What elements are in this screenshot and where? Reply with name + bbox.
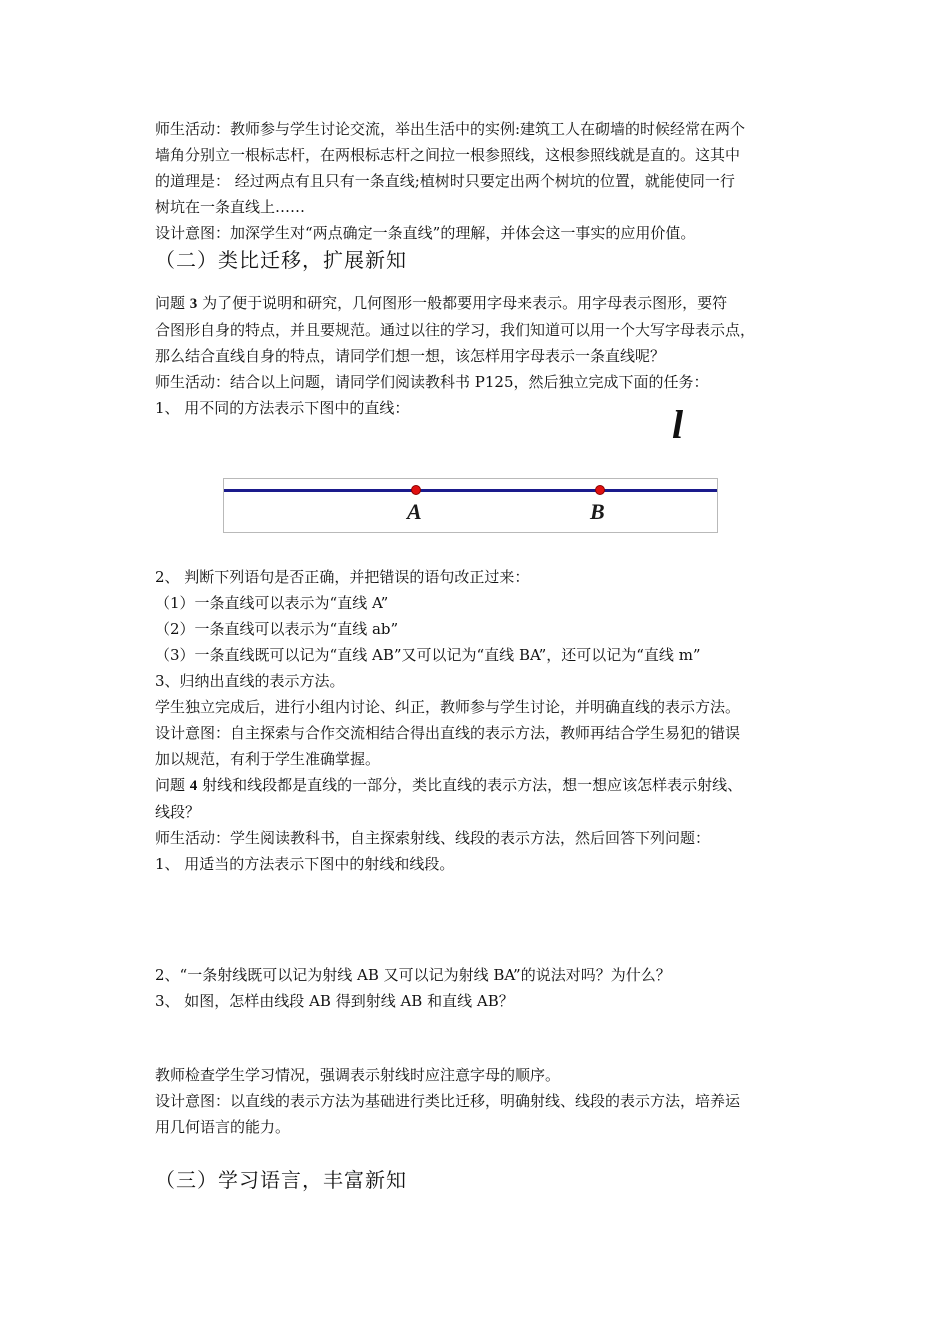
ray-questions-paragraph <box>155 962 810 1014</box>
paragraph-line: 树坑在一条直线上…… <box>155 198 306 216</box>
statement-3: （3）一条直线既可以记为“直线 AB”又可以记为“直线 BA”，还可以记为“直线 m” <box>155 646 701 664</box>
teacher-student-activity-paragraph <box>155 116 810 246</box>
paragraph-line: 线段？ <box>155 803 201 821</box>
teacher-check-line: 教师检查学生学习情况，强调表示射线时应注意字母的顺序。 <box>155 1066 561 1084</box>
problem-4-line <box>155 772 810 799</box>
straight-line <box>224 489 717 492</box>
design-intent-line: 用几何语言的能力。 <box>155 1118 291 1136</box>
point-a-dot <box>411 485 421 495</box>
line-exercises-paragraph <box>155 564 810 877</box>
design-intent-line: 加以规范，有利于学生准确掌握。 <box>155 750 381 768</box>
problem-number: 4 <box>189 778 198 794</box>
point-b-dot <box>595 485 605 495</box>
activity-line: 师生活动：结合以上问题，请同学们阅读教科书 P125，然后独立完成下面的任务： <box>155 373 709 391</box>
paragraph-line: 师生活动：教师参与学生讨论交流，举出生活中的实例:建筑工人在砌墙的时候经常在两个 <box>155 120 746 138</box>
paragraph-line: 合图形自身的特点，并且要规范。通过以往的学习，我们知道可以用一个大写字母表示点， <box>155 321 756 339</box>
line-figure <box>223 478 718 533</box>
design-intent-line: 设计意图：以直线的表示方法为基础进行类比迁移，明确射线、线段的表示方法，培养运 <box>155 1092 741 1110</box>
problem-label: 问题 <box>155 294 186 312</box>
paragraph-line: 那么结合直线自身的特点，请同学们想一想，该怎样用字母表示一条直线呢？ <box>155 347 666 365</box>
discussion-line: 学生独立完成后，进行小组内讨论、纠正，教师参与学生讨论，并明确直线的表示方法。 <box>155 698 741 716</box>
task-3-line: 3、归纳出直线的表示方法。 <box>155 672 345 690</box>
problem-3-line <box>155 290 810 317</box>
paragraph-line: 墙角分别立一根标志杆，在两根标志杆之间拉一根参照线，这根参照线就是直的。这其中 <box>155 146 741 164</box>
task-1-line: 1、 用不同的方法表示下图中的直线： <box>155 399 410 417</box>
point-b-label: B <box>590 499 605 524</box>
activity-line: 师生活动：学生阅读教科书，自主探索射线、线段的表示方法，然后回答下列问题： <box>155 829 711 847</box>
point-a-label: A <box>407 499 422 524</box>
problem-text: 射线和线段都是直线的一部分，类比直线的表示方法，想一想应该怎样表示射线、 <box>197 776 743 794</box>
teacher-check-paragraph <box>155 1062 810 1140</box>
problem-text: 为了便于说明和研究，几何图形一般都要用字母来表示。用字母表示图形，要符 <box>197 294 728 312</box>
ray-task-1-line: 1、 用适当的方法表示下图中的射线和线段。 <box>155 855 455 873</box>
line-label-l: l <box>672 402 684 447</box>
design-intent-line: 设计意图：自主探索与合作交流相结合得出直线的表示方法，教师再结合学生易犯的错误 <box>155 724 741 742</box>
statement-2: （2）一条直线可以表示为“直线 ab” <box>155 620 399 638</box>
design-intent-line: 设计意图：加深学生对“两点确定一条直线”的理解，并体会这一事实的应用价值。 <box>155 224 696 242</box>
statement-1: （1）一条直线可以表示为“直线 A” <box>155 594 389 612</box>
problem-label: 问题 <box>155 776 186 794</box>
problem-number: 3 <box>189 296 198 312</box>
ray-task-2-line: 2、“一条射线既可以记为射线 AB 又可以记为射线 BA”的说法对吗？为什么？ <box>155 966 671 984</box>
section-heading-2: （二）类比迁移，扩展新知 <box>155 248 407 272</box>
problem-3-paragraph <box>155 290 810 421</box>
section-heading-3: （三）学习语言，丰富新知 <box>155 1168 407 1192</box>
ray-task-3-line: 3、 如图，怎样由线段 AB 得到射线 AB 和直线 AB？ <box>155 992 514 1010</box>
paragraph-line: 的道理是： 经过两点有且只有一条直线;植树时只要定出两个树坑的位置，就能使同一行 <box>155 172 735 190</box>
task-2-line: 2、 判断下列语句是否正确，并把错误的语句改正过来： <box>155 568 530 586</box>
